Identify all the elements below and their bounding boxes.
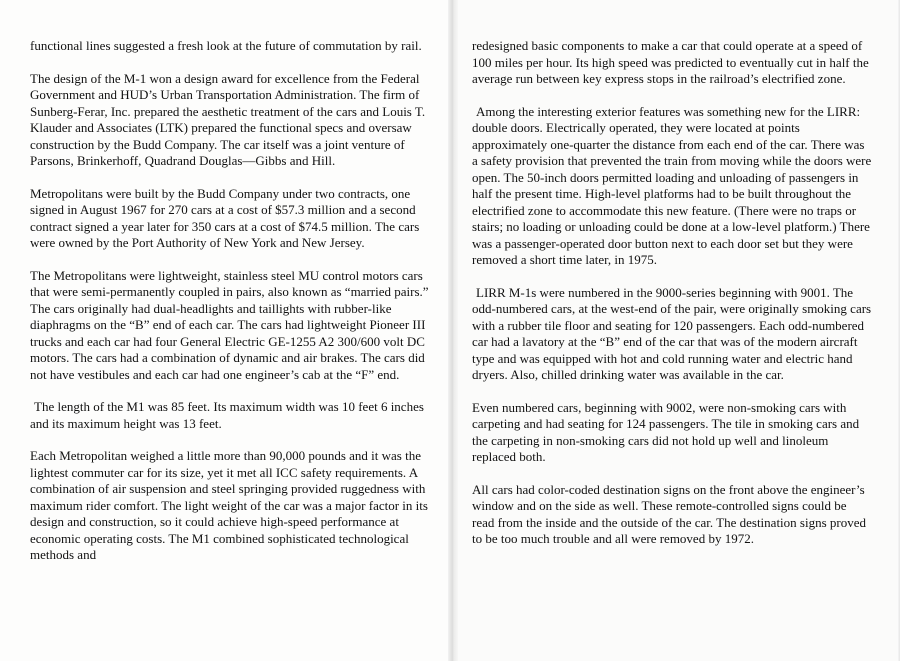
paragraph: redesigned basic components to make a car that could operate at a speed of 100 miles per hour. Its high speed was predicted to eventually cut in half the average run between key express stops in the railroad’s electrified zone. [472,38,869,86]
book-gutter [448,0,458,661]
paragraph: Among the interesting exterior features was something new for the LIRR: double doors. Electrically operated, they were located at points approximately one-quarter the distance from each end of the car. There was a safety provision that prevented the train from moving while the doors were open. The 50-inch doors permitted loading and unloading of passengers in half the present time. High-level platforms had to be built throughout the electrified zone to accommodate this new feature. (There were no traps or stairs; no loading or unloading could be done at a low-level platform.) There was a passenger-operated door button next to each door set but they were removed a short time later, in 1975. [472,103,872,267]
paragraph: LIRR M-1s were numbered in the 9000-series beginning with 9001. The odd-numbered cars, at the west-end of the pair, were originally smoking cars with a rubber tile floor and seating for 120 passengers. Each odd-numbered car had a lavatory at the “B” end of the car that was of the modern aircraft type and was equipped with hot and cold running water and electric hand dryers. Also, chilled drinking water was available in the car. [472,284,872,382]
paragraph: The Metropolitans were lightweight, stainless steel MU control motors cars that were semi-permanently coupled in pairs, also known as “married pairs.” The cars originally had dual-headlights and taillights with rubber-like diaphragms on the “B” end of each car. The cars had lightweight Pioneer III trucks and each car had four General Electric GE-1255 A2 300/600 volt DC motors. The cars had a combination of dynamic and air brakes. The cars did not have vestibules and each car had one engineer’s cab at the “F” end. [30,267,429,382]
paragraph: The design of the M-1 won a design award for excellence from the Federal Government and HUD’s Urban Transportation Administration. The firm of Sunberg-Ferar, Inc. prepared the aesthetic treatment of the cars and Louis T. Klauder and Associates (LTK) prepared the functional specs and oversaw construction by the Budd Company. The car itself was a joint venture of Parsons, Brinkerhoff, Quadrand Douglas—Gibbs and Hill. [30,70,426,168]
paragraph: Each Metropolitan weighed a little more than 90,000 pounds and it was the lightest commuter car for its size, yet it met all ICC safety requirements. A combination of air suspension and steel springing provided ruggedness with maximum rider comfort. The light weight of the car was a major factor in its design and construction, so it could achieve high-speed performance at economic operating costs. The M1 combined sophisticated technological methods and [30,448,428,562]
paragraph: Even numbered cars, beginning with 9002, were non-smoking cars with carpeting and had seating for 124 passengers. The tile in smoking cars and the carpeting in non-smoking cars did not hold up well and linoleum replaced both. [472,399,860,464]
left-column [30,38,432,580]
paragraph: Metropolitans were built by the Budd Company under two contracts, one signed in August 1967 for 270 cars at a cost of $57.3 million and a second contract signed a year later for 350 cars at a cost of $74.5 million. The cars were owned by the Port Authority of New York and New Jersey. [30,185,420,250]
paragraph: All cars had color-coded destination signs on the front above the engineer’s window and on the side as well. These remote-controlled signs could be read from the inside and the outside of the car. The destination signs proved to be too much trouble and all were removed by 1972. [472,481,866,546]
paragraph: functional lines suggested a fresh look at the future of commutation by rail. [30,38,422,53]
paragraph: The length of the M1 was 85 feet. Its maximum width was 10 feet 6 inches and its maximum height was 13 feet. [30,399,424,431]
right-column [472,38,872,564]
